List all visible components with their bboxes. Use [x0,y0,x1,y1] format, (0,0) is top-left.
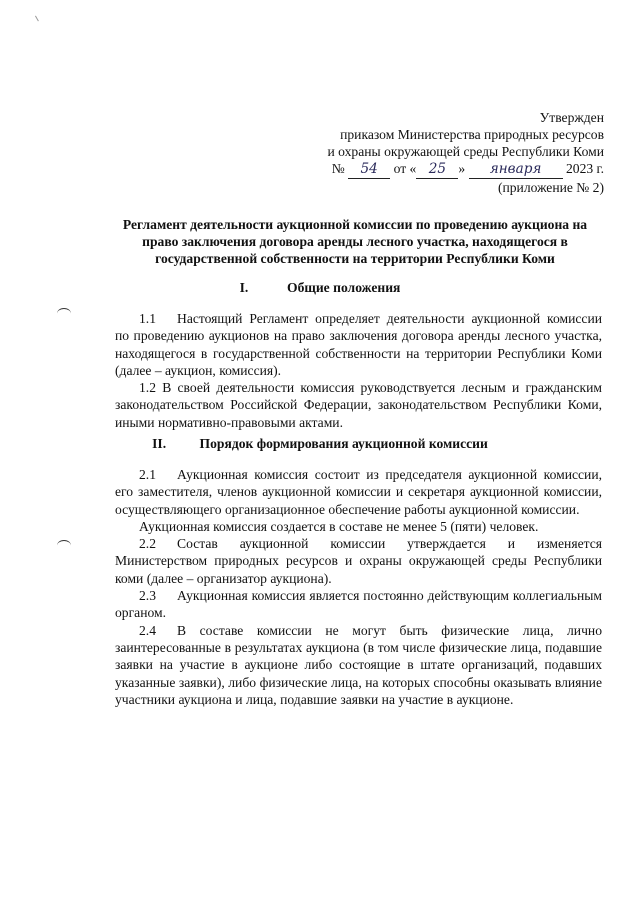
approval-block [284,109,604,196]
paragraph [115,310,602,379]
paragraph-number: 2.3 [139,588,156,604]
paragraph-number: 1.1 [139,311,156,326]
paragraph [115,535,602,587]
section-heading [0,436,640,452]
paragraph-number: 2.1 [139,467,156,482]
section-1-body [115,310,602,431]
section-number: I. [239,280,249,295]
section-title: Общие положения [287,280,401,295]
document-title: Регламент деятельности аукционной комиссии по проведению аукциона на право заключения договора аренды лесного участка, находящегося в государственной собственности на территории Республики Коми [122,217,588,266]
paragraph-text: Аукционная комиссия является постоянно действующим коллегиальным органом. [115,588,602,621]
number-prefix: № [331,161,345,176]
paragraph-text: Аукционная комиссия состоит из председателя аукционной комиссии, его заместителя, членов аукционной комиссии и секретаря аукционной комиссии, осуществляющего организационное обеспечение работы аукционной комиссии. [115,467,602,517]
paragraph [115,379,602,431]
paragraph [115,587,602,622]
order-number: 54 [348,161,390,179]
paragraph [115,518,602,535]
date-from: от « [393,161,417,176]
section-number: II. [152,436,167,451]
date-month: января [469,161,563,179]
approval-line: Утвержден [539,110,604,125]
paragraph-number: 2.4 [139,622,156,638]
date-close: » [458,161,466,176]
approval-number-line [284,160,604,179]
paragraph-text: 1.2 В своей деятельности комиссия руководствуется лесным и гражданским законодательством Российской Федерации, законодательством Республики Коми, иными нормативно-правовыми актами. [115,380,602,430]
approval-line: и охраны окружающей среды Республики Коми [327,144,604,159]
paragraph-text: Аукционная комиссия создается в составе не менее 5 (пяти) человек. [139,518,539,534]
paragraph-text: В составе комиссии не могут быть физические лица, лично заинтересованные в результатах аукциона (в том числе физические лица, подавшие заявки на участие в аукционе либо состоящие в штате организаций, подавших указанные заявки), либо физические лица, на которых способны оказывать влияние участники аукциона и лица, подавшие заявки на участие в аукционе. [115,622,602,707]
paragraph [115,622,602,708]
scan-mark [57,540,71,551]
approval-line: приказом Министерства природных ресурсов [340,127,604,142]
appendix-note: (приложение № 2) [497,180,604,195]
paragraph [115,466,602,518]
paragraph-text: Состав аукционной комиссии утверждается и изменяется Министерством природных ресурсов и охраны окружающей среды Республики коми (далее – организатор аукциона). [115,536,602,586]
scan-mark [35,13,44,22]
section-2-body [115,466,602,708]
paragraph-text: Настоящий Регламент определяет деятельности аукционной комиссии по проведению аукционов на право заключения договора аренды лесного участка, находящегося в государственной собственности на территории Республики Коми (далее – аукцион, комиссия). [115,311,602,378]
section-title: Порядок формирования аукционной комиссии [199,436,488,451]
date-day: 25 [416,161,458,179]
scan-mark [57,308,71,319]
section-heading [0,280,640,296]
date-year: 2023 г. [565,161,604,176]
paragraph-number: 2.2 [139,536,156,552]
